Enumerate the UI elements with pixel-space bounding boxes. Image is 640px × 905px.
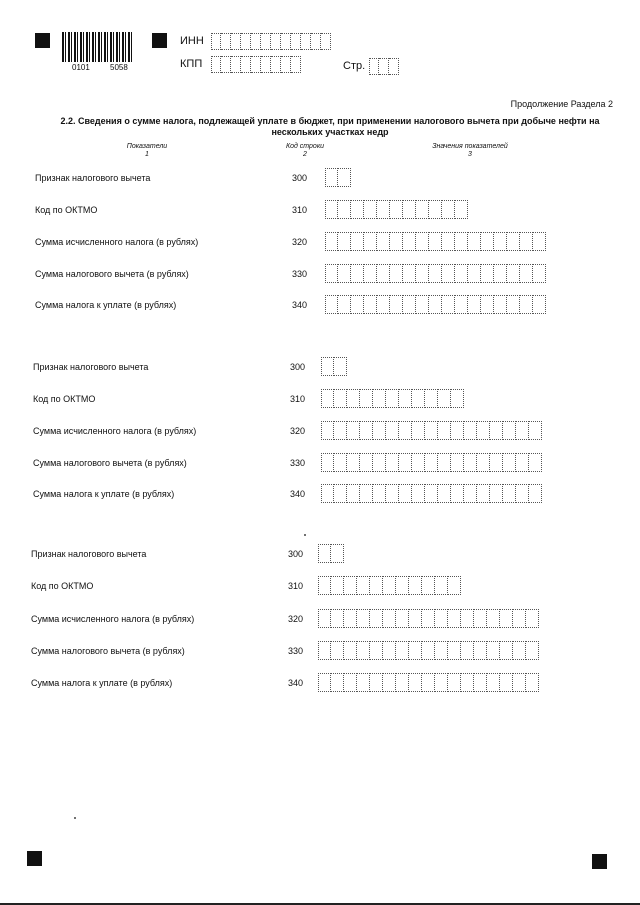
character-cell[interactable] [334, 389, 347, 408]
character-cell[interactable] [357, 673, 370, 692]
character-cell[interactable] [338, 232, 351, 251]
character-cell[interactable] [360, 484, 373, 503]
row-label-320: Сумма исчисленного налога (в рублях) [33, 426, 197, 436]
character-cell[interactable] [474, 609, 487, 628]
character-cell[interactable] [464, 484, 477, 503]
row-code-330: 330 [288, 646, 304, 656]
character-cell[interactable] [513, 641, 526, 660]
character-cell[interactable] [351, 200, 364, 219]
character-cell[interactable] [383, 641, 396, 660]
character-cell[interactable] [474, 673, 487, 692]
character-cell[interactable] [396, 576, 409, 595]
character-cell[interactable] [516, 421, 529, 440]
character-cell[interactable] [331, 673, 344, 692]
character-cell[interactable] [261, 33, 271, 50]
character-cell[interactable] [429, 295, 442, 314]
character-cell[interactable] [490, 453, 503, 472]
character-cell[interactable] [451, 453, 464, 472]
tax-payable-input[interactable] [325, 295, 546, 312]
row-code-320: 320 [290, 426, 306, 436]
character-cell[interactable] [338, 168, 351, 187]
character-cell[interactable] [422, 609, 435, 628]
page-number-input[interactable] [369, 58, 399, 75]
kpp-label: КПП [180, 58, 203, 70]
deduction-sign-input[interactable] [321, 357, 347, 374]
character-cell[interactable] [468, 232, 481, 251]
character-cell[interactable] [513, 673, 526, 692]
character-cell[interactable] [318, 673, 331, 692]
character-cell[interactable] [481, 232, 494, 251]
character-cell[interactable] [334, 484, 347, 503]
character-cell[interactable] [490, 484, 503, 503]
character-cell[interactable] [409, 641, 422, 660]
character-cell[interactable] [507, 232, 520, 251]
tax-deduction-input[interactable] [318, 641, 539, 658]
character-cell[interactable] [370, 673, 383, 692]
character-cell[interactable] [468, 264, 481, 283]
character-cell[interactable] [438, 484, 451, 503]
character-cell[interactable] [373, 453, 386, 472]
character-cell[interactable] [487, 673, 500, 692]
tax-deduction-input[interactable] [321, 453, 542, 470]
row-code-300: 300 [290, 362, 306, 372]
character-cell[interactable] [241, 56, 251, 73]
character-cell[interactable] [442, 200, 455, 219]
deduction-sign-input[interactable] [325, 168, 351, 185]
row-code-340: 340 [292, 300, 308, 310]
character-cell[interactable] [364, 232, 377, 251]
character-cell[interactable] [516, 484, 529, 503]
character-cell[interactable] [422, 576, 435, 595]
character-cell[interactable] [344, 609, 357, 628]
character-cell[interactable] [481, 264, 494, 283]
character-cell[interactable] [370, 576, 383, 595]
character-cell[interactable] [221, 56, 231, 73]
character-cell[interactable] [503, 453, 516, 472]
character-cell[interactable] [325, 232, 338, 251]
character-cell[interactable] [494, 232, 507, 251]
character-cell[interactable] [477, 484, 490, 503]
character-cell[interactable] [448, 609, 461, 628]
character-cell[interactable] [344, 641, 357, 660]
character-cell[interactable] [377, 232, 390, 251]
row-label-340: Сумма налога к уплате (в рублях) [31, 678, 173, 688]
deduction-sign-input[interactable] [318, 544, 344, 561]
character-cell[interactable] [271, 56, 281, 73]
column-header-values-text: Значения показателей [432, 143, 508, 150]
character-cell[interactable] [422, 641, 435, 660]
character-cell[interactable] [370, 609, 383, 628]
column-header-values-num: 3 [468, 151, 472, 158]
oktmo-input[interactable] [321, 389, 464, 406]
character-cell[interactable] [390, 232, 403, 251]
character-cell[interactable] [533, 232, 546, 251]
inn-input[interactable] [211, 33, 331, 50]
scan-speck [304, 534, 306, 536]
character-cell[interactable] [412, 453, 425, 472]
character-cell[interactable] [271, 33, 281, 50]
row-label-340: Сумма налога к уплате (в рублях) [35, 300, 177, 310]
barcode [62, 32, 134, 62]
character-cell[interactable] [334, 421, 347, 440]
character-cell[interactable] [435, 641, 448, 660]
character-cell[interactable] [357, 609, 370, 628]
registration-marker-top-right [152, 33, 167, 48]
column-header-line-code [270, 143, 340, 159]
character-cell[interactable] [321, 421, 334, 440]
character-cell[interactable] [396, 641, 409, 660]
column-header-line-code-num: 2 [303, 151, 307, 158]
character-cell[interactable] [529, 484, 542, 503]
character-cell[interactable] [399, 453, 412, 472]
character-cell[interactable] [425, 484, 438, 503]
character-cell[interactable] [422, 673, 435, 692]
character-cell[interactable] [360, 453, 373, 472]
character-cell[interactable] [386, 421, 399, 440]
character-cell[interactable] [461, 609, 474, 628]
row-code-340: 340 [288, 678, 304, 688]
character-cell[interactable] [383, 673, 396, 692]
character-cell[interactable] [507, 264, 520, 283]
character-cell[interactable] [425, 453, 438, 472]
character-cell[interactable] [379, 58, 389, 75]
character-cell[interactable] [500, 641, 513, 660]
character-cell[interactable] [383, 609, 396, 628]
registration-marker-bottom-left [27, 851, 42, 866]
character-cell[interactable] [455, 264, 468, 283]
row-code-300: 300 [292, 173, 308, 183]
character-cell[interactable] [455, 200, 468, 219]
character-cell[interactable] [231, 56, 241, 73]
character-cell[interactable] [338, 295, 351, 314]
row-label-300: Признак налогового вычета [31, 549, 147, 559]
character-cell[interactable] [334, 453, 347, 472]
character-cell[interactable] [331, 576, 344, 595]
character-cell[interactable] [325, 168, 338, 187]
character-cell[interactable] [321, 33, 331, 50]
row-code-300: 300 [288, 549, 304, 559]
character-cell[interactable] [399, 389, 412, 408]
character-cell[interactable] [529, 453, 542, 472]
section-title: 2.2. Сведения о сумме налога, подлежащей уплате в бюджет, при применении налогового вычета при добыче нефти на нескольких участках недр [60, 116, 600, 137]
character-cell[interactable] [490, 421, 503, 440]
character-cell[interactable] [448, 641, 461, 660]
tax-deduction-input[interactable] [325, 264, 546, 281]
continuation-note: Продолжение Раздела 2 [510, 99, 613, 109]
character-cell[interactable] [364, 264, 377, 283]
character-cell[interactable] [211, 33, 221, 50]
row-label-330: Сумма налогового вычета (в рублях) [33, 458, 187, 468]
character-cell[interactable] [442, 295, 455, 314]
character-cell[interactable] [347, 453, 360, 472]
row-code-330: 330 [290, 458, 306, 468]
character-cell[interactable] [425, 421, 438, 440]
column-header-line-code-text: Код строки [285, 143, 325, 150]
character-cell[interactable] [435, 673, 448, 692]
character-cell[interactable] [429, 232, 442, 251]
character-cell[interactable] [399, 421, 412, 440]
character-cell[interactable] [325, 295, 338, 314]
character-cell[interactable] [526, 641, 539, 660]
row-code-320: 320 [288, 614, 304, 624]
character-cell[interactable] [221, 33, 231, 50]
row-label-330: Сумма налогового вычета (в рублях) [35, 269, 189, 279]
character-cell[interactable] [321, 357, 334, 376]
character-cell[interactable] [526, 609, 539, 628]
row-label-300: Признак налогового вычета [35, 173, 151, 183]
character-cell[interactable] [347, 389, 360, 408]
character-cell[interactable] [351, 295, 364, 314]
calculated-tax-input[interactable] [325, 232, 546, 249]
oktmo-input[interactable] [318, 576, 461, 593]
character-cell[interactable] [455, 232, 468, 251]
character-cell[interactable] [396, 673, 409, 692]
character-cell[interactable] [487, 641, 500, 660]
character-cell[interactable] [451, 421, 464, 440]
character-cell[interactable] [477, 421, 490, 440]
character-cell[interactable] [241, 33, 251, 50]
character-cell[interactable] [487, 609, 500, 628]
character-cell[interactable] [331, 544, 344, 563]
character-cell[interactable] [360, 421, 373, 440]
character-cell[interactable] [360, 389, 373, 408]
character-cell[interactable] [321, 389, 334, 408]
character-cell[interactable] [318, 544, 331, 563]
row-label-320: Сумма исчисленного налога (в рублях) [31, 614, 195, 624]
character-cell[interactable] [311, 33, 321, 50]
character-cell[interactable] [416, 264, 429, 283]
row-label-330: Сумма налогового вычета (в рублях) [31, 646, 185, 656]
character-cell[interactable] [438, 453, 451, 472]
column-header-indicators-num: 1 [145, 151, 149, 158]
character-cell[interactable] [412, 421, 425, 440]
character-cell[interactable] [503, 421, 516, 440]
character-cell[interactable] [281, 33, 291, 50]
character-cell[interactable] [520, 295, 533, 314]
character-cell[interactable] [451, 484, 464, 503]
character-cell[interactable] [344, 673, 357, 692]
character-cell[interactable] [403, 200, 416, 219]
character-cell[interactable] [251, 56, 261, 73]
character-cell[interactable] [403, 295, 416, 314]
character-cell[interactable] [481, 295, 494, 314]
character-cell[interactable] [334, 357, 347, 376]
character-cell[interactable] [520, 232, 533, 251]
character-cell[interactable] [409, 673, 422, 692]
character-cell[interactable] [455, 295, 468, 314]
character-cell[interactable] [211, 56, 221, 73]
character-cell[interactable] [386, 453, 399, 472]
character-cell[interactable] [474, 641, 487, 660]
character-cell[interactable] [399, 484, 412, 503]
character-cell[interactable] [390, 295, 403, 314]
character-cell[interactable] [251, 33, 261, 50]
character-cell[interactable] [416, 232, 429, 251]
tax-payable-input[interactable] [318, 673, 539, 690]
character-cell[interactable] [464, 453, 477, 472]
character-cell[interactable] [347, 421, 360, 440]
character-cell[interactable] [526, 673, 539, 692]
character-cell[interactable] [321, 453, 334, 472]
character-cell[interactable] [383, 576, 396, 595]
character-cell[interactable] [533, 295, 546, 314]
character-cell[interactable] [438, 389, 451, 408]
character-cell[interactable] [435, 609, 448, 628]
character-cell[interactable] [338, 200, 351, 219]
barcode-number-left: 0101 [72, 63, 90, 72]
character-cell[interactable] [338, 264, 351, 283]
character-cell[interactable] [507, 295, 520, 314]
character-cell[interactable] [461, 641, 474, 660]
character-cell[interactable] [291, 33, 301, 50]
row-label-310: Код по ОКТМО [35, 205, 98, 215]
character-cell[interactable] [321, 484, 334, 503]
row-code-340: 340 [290, 489, 306, 499]
character-cell[interactable] [429, 264, 442, 283]
character-cell[interactable] [281, 56, 291, 73]
row-label-310: Код по ОКТМО [31, 581, 94, 591]
character-cell[interactable] [377, 295, 390, 314]
character-cell[interactable] [364, 200, 377, 219]
character-cell[interactable] [331, 609, 344, 628]
character-cell[interactable] [516, 453, 529, 472]
character-cell[interactable] [318, 609, 331, 628]
character-cell[interactable] [377, 264, 390, 283]
character-cell[interactable] [448, 673, 461, 692]
character-cell[interactable] [416, 200, 429, 219]
character-cell[interactable] [533, 264, 546, 283]
tax-payable-input[interactable] [321, 484, 542, 501]
character-cell[interactable] [373, 484, 386, 503]
character-cell[interactable] [318, 576, 331, 595]
character-cell[interactable] [442, 232, 455, 251]
character-cell[interactable] [396, 609, 409, 628]
character-cell[interactable] [513, 609, 526, 628]
registration-marker-bottom-right [592, 854, 607, 869]
character-cell[interactable] [461, 673, 474, 692]
column-header-indicators [112, 143, 182, 159]
calculated-tax-input[interactable] [318, 609, 539, 626]
character-cell[interactable] [494, 295, 507, 314]
character-cell[interactable] [347, 484, 360, 503]
character-cell[interactable] [373, 389, 386, 408]
character-cell[interactable] [301, 33, 311, 50]
character-cell[interactable] [529, 421, 542, 440]
character-cell[interactable] [425, 389, 438, 408]
character-cell[interactable] [386, 389, 399, 408]
character-cell[interactable] [364, 295, 377, 314]
character-cell[interactable] [451, 389, 464, 408]
row-code-320: 320 [292, 237, 308, 247]
character-cell[interactable] [370, 641, 383, 660]
barcode-number-right: 5058 [110, 63, 128, 72]
character-cell[interactable] [344, 576, 357, 595]
character-cell[interactable] [438, 421, 451, 440]
character-cell[interactable] [403, 264, 416, 283]
character-cell[interactable] [231, 33, 241, 50]
registration-marker-top-left [35, 33, 50, 48]
calculated-tax-input[interactable] [321, 421, 542, 438]
character-cell[interactable] [442, 264, 455, 283]
character-cell[interactable] [389, 58, 399, 75]
character-cell[interactable] [377, 200, 390, 219]
page-number-label: Стр. [343, 60, 366, 72]
character-cell[interactable] [464, 421, 477, 440]
character-cell[interactable] [325, 200, 338, 219]
character-cell[interactable] [503, 484, 516, 503]
character-cell[interactable] [291, 56, 301, 73]
character-cell[interactable] [261, 56, 271, 73]
inn-label: ИНН [180, 35, 204, 47]
character-cell[interactable] [409, 609, 422, 628]
character-cell[interactable] [448, 576, 461, 595]
character-cell[interactable] [520, 264, 533, 283]
character-cell[interactable] [331, 641, 344, 660]
row-code-310: 310 [292, 205, 308, 215]
character-cell[interactable] [468, 295, 481, 314]
character-cell[interactable] [390, 264, 403, 283]
character-cell[interactable] [390, 200, 403, 219]
character-cell[interactable] [494, 264, 507, 283]
character-cell[interactable] [412, 389, 425, 408]
character-cell[interactable] [429, 200, 442, 219]
row-label-320: Сумма исчисленного налога (в рублях) [35, 237, 199, 247]
character-cell[interactable] [373, 421, 386, 440]
character-cell[interactable] [403, 232, 416, 251]
character-cell[interactable] [416, 295, 429, 314]
oktmo-input[interactable] [325, 200, 468, 217]
column-header-values [410, 143, 530, 159]
character-cell[interactable] [351, 264, 364, 283]
character-cell[interactable] [435, 576, 448, 595]
scan-speck [74, 817, 76, 819]
column-header-indicators-text: Показатели [126, 143, 168, 150]
character-cell[interactable] [357, 641, 370, 660]
character-cell[interactable] [500, 673, 513, 692]
character-cell[interactable] [477, 453, 490, 472]
row-label-300: Признак налогового вычета [33, 362, 149, 372]
character-cell[interactable] [318, 641, 331, 660]
character-cell[interactable] [369, 58, 379, 75]
row-label-340: Сумма налога к уплате (в рублях) [33, 489, 175, 499]
row-label-310: Код по ОКТМО [33, 394, 96, 404]
row-code-310: 310 [288, 581, 304, 591]
character-cell[interactable] [500, 609, 513, 628]
character-cell[interactable] [386, 484, 399, 503]
character-cell[interactable] [325, 264, 338, 283]
row-code-310: 310 [290, 394, 306, 404]
kpp-input[interactable] [211, 56, 301, 73]
character-cell[interactable] [409, 576, 422, 595]
character-cell[interactable] [351, 232, 364, 251]
row-code-330: 330 [292, 269, 308, 279]
character-cell[interactable] [357, 576, 370, 595]
character-cell[interactable] [412, 484, 425, 503]
